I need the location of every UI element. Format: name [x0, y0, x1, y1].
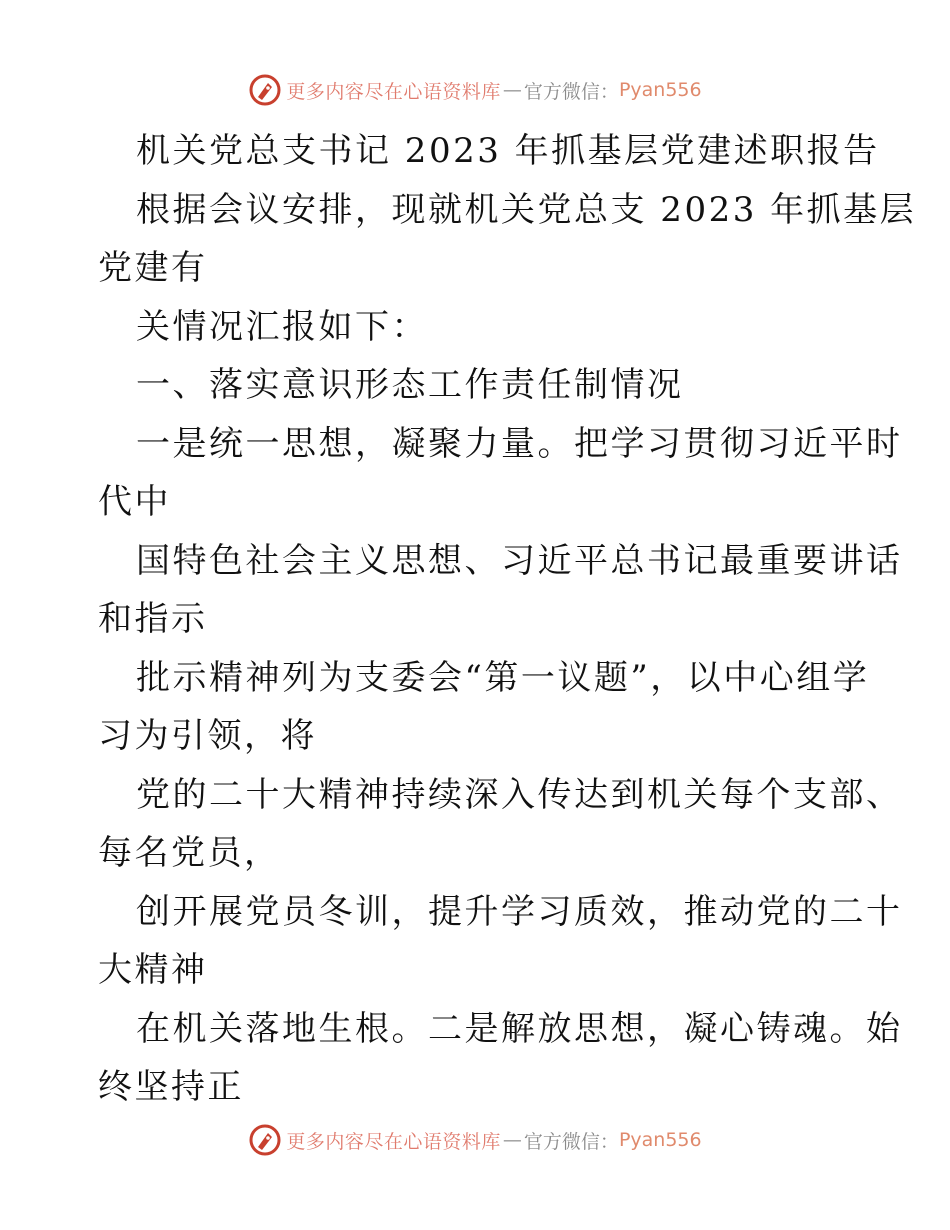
- watermark-separator: —: [502, 1129, 522, 1151]
- section-heading: 一、落实意识形态工作责任制情况: [136, 365, 684, 405]
- pen-nib-logo-icon: [248, 73, 282, 107]
- pen-nib-logo-icon: [248, 1123, 282, 1157]
- body-line: 关情况汇报如下：: [136, 306, 428, 347]
- watermark-account-id: Pyan556: [618, 1129, 702, 1151]
- watermark-separator: —: [502, 79, 522, 101]
- body-line: 党建有: [98, 248, 208, 288]
- header-watermark: [0, 70, 950, 110]
- body-line: 党的二十大精神持续深入传达到机关每个支部、: [136, 774, 903, 815]
- body-line: 在机关落地生根。二是解放思想，凝心铸魂。始: [136, 1008, 903, 1049]
- body-line: 终坚持正: [98, 1067, 244, 1107]
- body-line: 每名党员，: [98, 833, 281, 873]
- body-line: 和指示: [98, 599, 208, 639]
- watermark-site-text: 更多内容尽在心语资料库: [286, 80, 501, 103]
- body-line: 国特色社会主义思想、习近平总书记最重要讲话: [136, 540, 903, 581]
- body-line: 创开展党员冬训，提升学习质效，推动党的二十: [136, 891, 903, 932]
- body-line: 大精神: [98, 950, 208, 990]
- body-line: 一是统一思想，凝聚力量。把学习贯彻习近平时: [136, 423, 903, 464]
- watermark-account-id: Pyan556: [618, 79, 702, 101]
- watermark-account-label: 官方微信：: [523, 80, 619, 103]
- body-line: 根据会议安排，现就机关党总支 2023 年抓基层: [136, 189, 917, 230]
- watermark-account-label: 官方微信：: [523, 1130, 619, 1153]
- body-line: 习为引领，将: [98, 716, 317, 756]
- body-line: 代中: [98, 482, 171, 522]
- watermark-site-text: 更多内容尽在心语资料库: [286, 1130, 501, 1153]
- document-title: 机关党总支书记 2023 年抓基层党建述职报告: [136, 131, 880, 171]
- body-line: 批示精神列为支委会“第一议题”，以中心组学: [136, 657, 870, 698]
- document-body: [98, 122, 917, 1117]
- footer-watermark: [0, 1120, 950, 1160]
